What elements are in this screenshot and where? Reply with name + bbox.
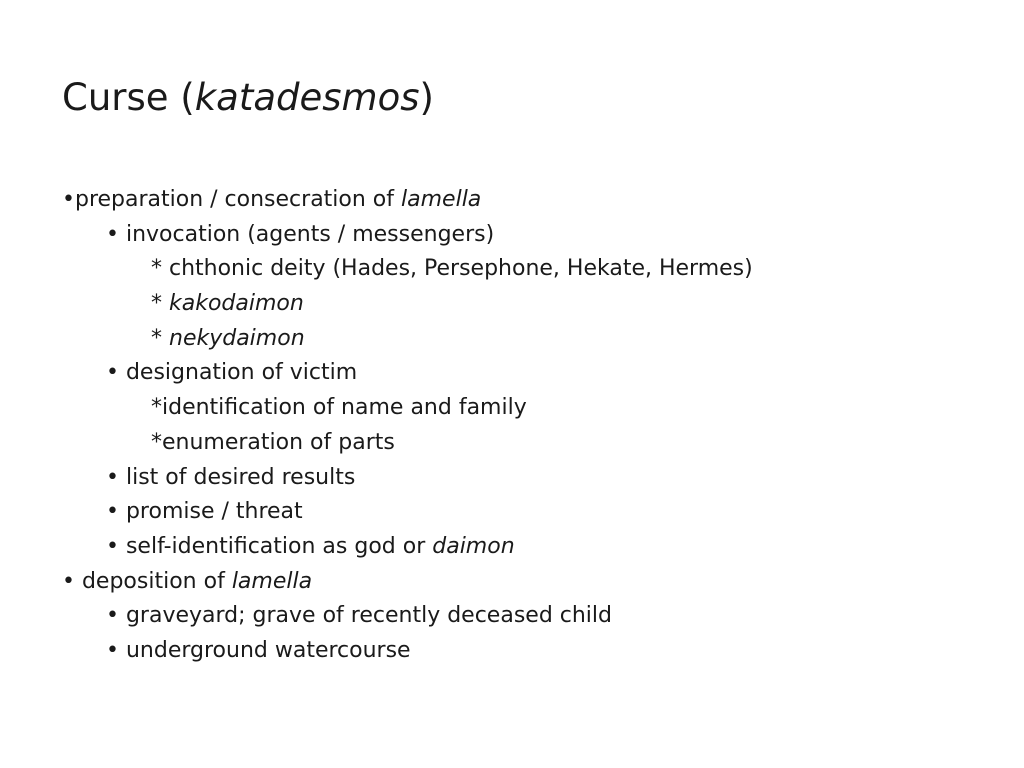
title-close-paren: ) <box>419 76 434 119</box>
bullet-italic-text: lamella <box>401 187 482 212</box>
bullet-text: * <box>151 291 169 317</box>
bullet-item-deposition <box>62 565 1002 600</box>
bullet-italic-text: lamella <box>231 568 313 594</box>
bullet-item-graveyard <box>62 599 1002 634</box>
bullet-italic-text: kakodaimon <box>169 291 304 317</box>
bullet-list <box>62 183 1002 669</box>
bullet-text: *enumeration of parts <box>151 429 395 455</box>
bullet-item-invocation <box>62 218 1002 253</box>
bullet-text: • promise / threat <box>106 499 303 525</box>
bullet-text: • graveyard; grave of recently deceased child <box>106 603 612 629</box>
bullet-text: * chthonic deity (Hades, Persephone, Hekate, Hermes) <box>151 256 753 282</box>
bullet-text: • deposition of <box>62 568 232 594</box>
bullet-item-enumeration <box>62 426 1002 461</box>
title-text: Curse ( <box>62 76 195 119</box>
bullet-item-chthonic-deity <box>62 252 1002 287</box>
bullet-italic-text: nekydaimon <box>169 325 305 351</box>
bullet-text: • underground watercourse <box>106 637 411 663</box>
title-italic-text: katadesmos <box>194 76 420 119</box>
slide-title <box>62 74 434 122</box>
bullet-text: *identification of name and family <box>151 395 527 421</box>
bullet-text: • list of desired results <box>106 464 356 490</box>
bullet-item-designation <box>62 356 1002 391</box>
bullet-text: • self-identification as god or <box>106 533 433 559</box>
bullet-item-desired-results <box>62 461 1002 496</box>
bullet-item-promise-threat <box>62 495 1002 530</box>
bullet-item-watercourse <box>62 634 1002 669</box>
bullet-italic-text: daimon <box>432 533 515 559</box>
bullet-item-nekydaimon <box>62 322 1002 357</box>
bullet-item-self-identification <box>62 530 1002 565</box>
bullet-item-kakodaimon <box>62 287 1002 322</box>
bullet-text: * <box>151 325 169 351</box>
bullet-text: •preparation / consecration of <box>62 187 402 212</box>
bullet-item-preparation <box>62 183 1002 218</box>
bullet-text: • invocation (agents / messengers) <box>106 221 495 247</box>
bullet-item-identification <box>62 391 1002 426</box>
bullet-text: • designation of victim <box>106 360 358 386</box>
